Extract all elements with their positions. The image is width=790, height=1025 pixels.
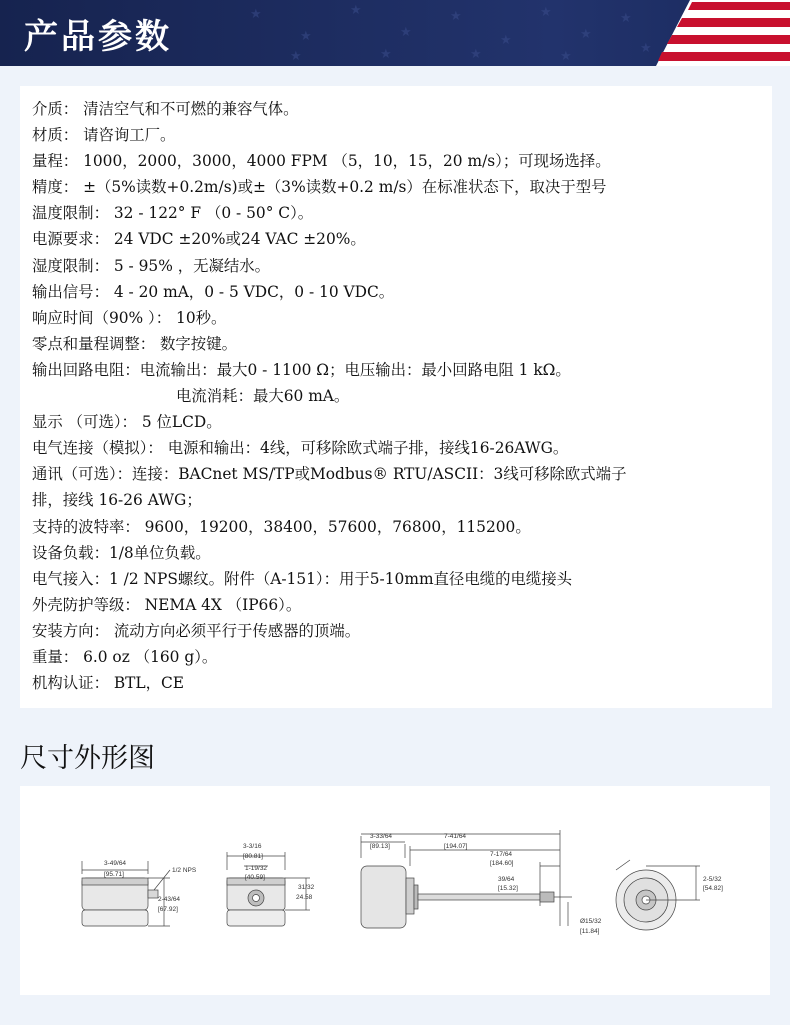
svg-text:★: ★ [620,11,632,26]
end-view [616,860,700,930]
spec-temperature: 温度限制： 32 - 122° F （0 - 50° C）。 [32,204,314,223]
svg-text:39/64: 39/64 [498,876,515,883]
spec-loop-resistance: 输出回路电阻：电流输出：最大0 - 1100 Ω；电压输出：最小回路电阻 1 kΩ。 [32,360,571,379]
spec-weight: 重量： 6.0 oz （160 g）。 [32,647,218,666]
svg-text:★: ★ [560,49,572,64]
spec-enclosure-rating: 外壳防护等级： NEMA 4X （IP66）。 [32,595,302,614]
spec-list [32,96,768,696]
svg-text:31/32: 31/32 [298,884,315,891]
svg-text:7-41/64: 7-41/64 [444,833,467,840]
spec-communication-cont: 排，接线 16-26 AWG； [32,491,202,510]
spec-response-time: 响应时间（90% ）： 10秒。 [32,308,227,327]
svg-text:[40.59]: [40.59] [245,874,265,881]
spec-output: 输出信号： 4 - 20 mA，0 - 5 VDC，0 - 10 VDC。 [32,282,395,301]
svg-text:★: ★ [250,7,262,22]
svg-text:★: ★ [350,3,362,18]
front-view [82,861,170,926]
spec-electrical-entry: 电气接入：1 /2 NPS螺纹。附件（A-151）：用于5-10mm直径电缆的电缆接头 [32,569,573,588]
svg-text:[80.81]: [80.81] [243,853,263,860]
spec-approvals: 机构认证： BTL，CE [32,674,185,693]
spec-panel [20,86,772,708]
spec-range: 量程： 1000，2000，3000，4000 FPM （5，10，15，20 m/s）；可现场选择。 [32,152,611,171]
svg-text:1/2 NPS: 1/2 NPS [172,867,197,874]
dimensions-heading: 尺寸外形图 [20,743,155,774]
svg-text:[54.82]: [54.82] [703,885,723,892]
svg-text:★: ★ [300,29,312,44]
spec-humidity: 湿度限制： 5 - 95% ，无凝结水。 [32,256,271,275]
spec-current-draw: 电流消耗：最大60 mA。 [176,387,350,406]
svg-text:★: ★ [580,27,592,42]
svg-text:★: ★ [540,5,552,20]
svg-text:★: ★ [450,9,462,24]
spec-device-load: 设备负载：1/8单位负载。 [32,543,211,562]
spec-medium: 介质： 清洁空气和不可燃的兼容气体。 [32,100,299,118]
svg-text:[184.60]: [184.60] [490,860,514,867]
svg-text:★: ★ [400,25,412,40]
svg-text:Ø15/32: Ø15/32 [580,918,602,925]
svg-text:[194.07]: [194.07] [444,843,468,850]
spec-baud-rates: 支持的波特率： 9600，19200，38400，57600，76800，115200。 [32,517,531,536]
svg-text:★: ★ [500,33,512,48]
spec-mounting: 安装方向： 流动方向必须平行于传感器的顶端。 [32,621,361,640]
dimension-drawing [20,786,770,995]
svg-text:2-5/32: 2-5/32 [703,876,722,883]
spec-electrical-connection: 电气连接（模拟）： 电源和输出：4线，可移除欧式端子排，接线16-26AWG。 [32,439,569,458]
page-title: 产品参数 [24,17,172,57]
svg-text:[67.92]: [67.92] [158,906,178,913]
spec-accuracy: 精度： ±（5%读数+0.2m/s)或±（3%读数+0.2 m/s）在标准状态下，取决于型号 [32,178,607,197]
svg-text:24.58: 24.58 [296,894,313,901]
spec-power: 电源要求： 24 VDC ±20%或24 VAC ±20%。 [32,230,366,249]
svg-text:[11.84]: [11.84] [580,928,600,935]
svg-text:1-19/32: 1-19/32 [245,865,268,872]
spec-material: 材质： 请咨询工厂。 [32,126,176,145]
svg-text:★: ★ [640,41,652,56]
svg-text:7-17/64: 7-17/64 [490,851,513,858]
svg-text:[15.32]: [15.32] [498,885,518,892]
svg-text:[89.13]: [89.13] [370,843,390,850]
svg-text:★: ★ [380,47,392,62]
spec-display: 显示 （可选）： 5 位LCD。 [32,413,222,432]
svg-text:3-33/64: 3-33/64 [370,833,393,840]
spec-adjustment: 零点和量程调整： 数字按键。 [32,334,237,353]
svg-text:3-3/16: 3-3/16 [243,843,262,850]
svg-text:★: ★ [290,49,302,64]
svg-text:★: ★ [470,47,482,62]
header-banner [0,0,790,66]
svg-text:[95.71]: [95.71] [104,871,124,878]
svg-text:3-49/64: 3-49/64 [104,860,127,867]
dimension-drawing-panel [20,786,770,995]
spec-communication: 通讯（可选）：连接：BACnet MS/TP或Modbus® RTU/ASCII：3线可移除欧式端子 [32,465,627,484]
svg-text:2-43/64: 2-43/64 [158,896,181,903]
